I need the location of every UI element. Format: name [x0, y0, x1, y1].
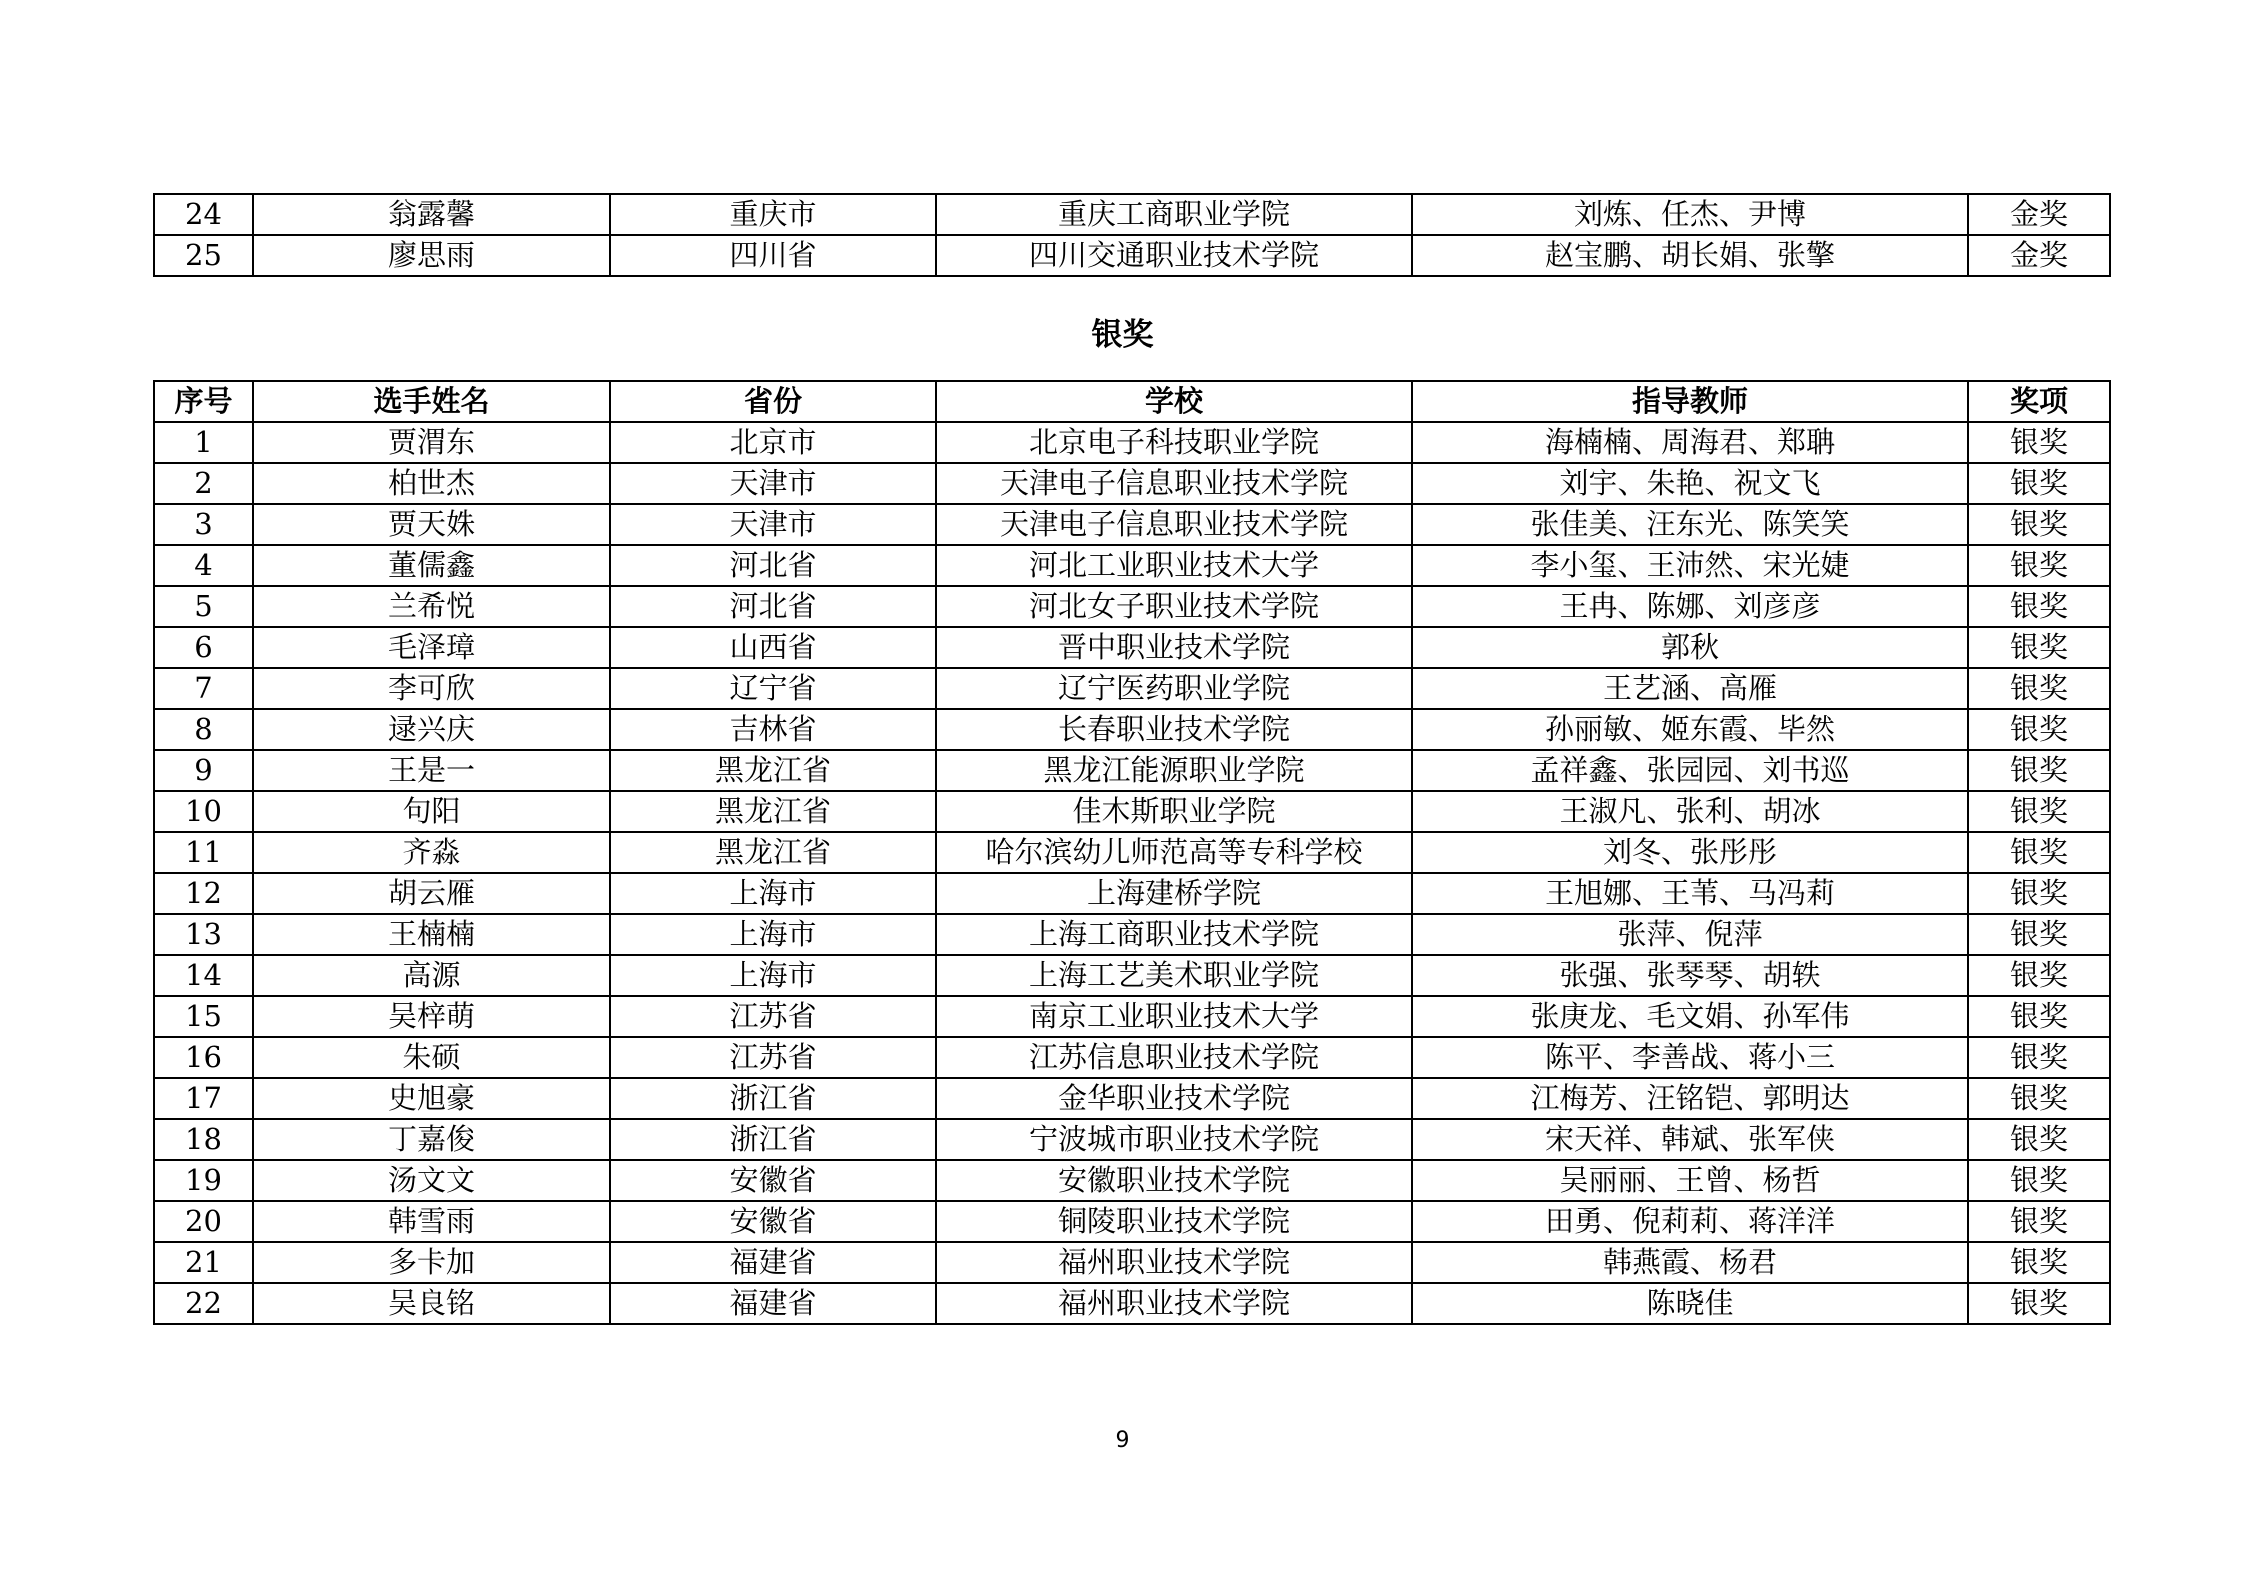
- table-row: [154, 668, 2110, 709]
- cell-province: 上海市: [610, 955, 936, 996]
- cell-province: 安徽省: [610, 1160, 936, 1201]
- cell-province: 重庆市: [610, 194, 936, 235]
- cell-school: 天津电子信息职业技术学院: [936, 463, 1412, 504]
- cell-award: 银奖: [1968, 873, 2110, 914]
- cell-teachers: 刘炼、任杰、尹博: [1412, 194, 1968, 235]
- cell-name: 贾天姝: [253, 504, 610, 545]
- silver-award-table: [153, 380, 2111, 1325]
- table-row: [154, 586, 2110, 627]
- cell-seq: 5: [154, 586, 253, 627]
- cell-name: 句阳: [253, 791, 610, 832]
- cell-province: 上海市: [610, 873, 936, 914]
- cell-school: 重庆工商职业学院: [936, 194, 1412, 235]
- cell-teachers: 陈平、李善战、蒋小三: [1412, 1037, 1968, 1078]
- cell-teachers: 吴丽丽、王曾、杨哲: [1412, 1160, 1968, 1201]
- table-row: [154, 545, 2110, 586]
- cell-seq: 12: [154, 873, 253, 914]
- cell-province: 福建省: [610, 1242, 936, 1283]
- cell-seq: 13: [154, 914, 253, 955]
- cell-name: 韩雪雨: [253, 1201, 610, 1242]
- cell-teachers: 张庚龙、毛文娟、孙军伟: [1412, 996, 1968, 1037]
- cell-seq: 24: [154, 194, 253, 235]
- cell-name: 齐淼: [253, 832, 610, 873]
- cell-name: 王楠楠: [253, 914, 610, 955]
- cell-seq: 6: [154, 627, 253, 668]
- cell-award: 银奖: [1968, 504, 2110, 545]
- cell-seq: 20: [154, 1201, 253, 1242]
- cell-school: 长春职业技术学院: [936, 709, 1412, 750]
- header-name: 选手姓名: [253, 381, 610, 422]
- table-row: [154, 914, 2110, 955]
- cell-teachers: 刘冬、张彤彤: [1412, 832, 1968, 873]
- cell-award: 银奖: [1968, 627, 2110, 668]
- cell-teachers: 宋天祥、韩斌、张军侠: [1412, 1119, 1968, 1160]
- cell-school: 金华职业技术学院: [936, 1078, 1412, 1119]
- cell-teachers: 海楠楠、周海君、郑聃: [1412, 422, 1968, 463]
- cell-award: 银奖: [1968, 996, 2110, 1037]
- cell-seq: 2: [154, 463, 253, 504]
- cell-province: 江苏省: [610, 996, 936, 1037]
- cell-seq: 9: [154, 750, 253, 791]
- cell-school: 天津电子信息职业技术学院: [936, 504, 1412, 545]
- cell-award: 金奖: [1968, 194, 2110, 235]
- table-row: [154, 463, 2110, 504]
- cell-award: 银奖: [1968, 1201, 2110, 1242]
- page-number: 9: [1115, 1428, 1130, 1453]
- cell-award: 银奖: [1968, 1078, 2110, 1119]
- table-row: [154, 422, 2110, 463]
- cell-school: 上海建桥学院: [936, 873, 1412, 914]
- cell-name: 贾渭东: [253, 422, 610, 463]
- cell-seq: 18: [154, 1119, 253, 1160]
- cell-seq: 17: [154, 1078, 253, 1119]
- cell-teachers: 李小玺、王沛然、宋光婕: [1412, 545, 1968, 586]
- cell-school: 上海工商职业技术学院: [936, 914, 1412, 955]
- cell-school: 上海工艺美术职业学院: [936, 955, 1412, 996]
- cell-seq: 11: [154, 832, 253, 873]
- cell-name: 逯兴庆: [253, 709, 610, 750]
- cell-school: 佳木斯职业学院: [936, 791, 1412, 832]
- cell-seq: 3: [154, 504, 253, 545]
- cell-award: 银奖: [1968, 750, 2110, 791]
- table-row: [154, 1201, 2110, 1242]
- cell-award: 银奖: [1968, 1037, 2110, 1078]
- table-row: [154, 1283, 2110, 1324]
- cell-school: 河北工业职业技术大学: [936, 545, 1412, 586]
- cell-award: 银奖: [1968, 791, 2110, 832]
- cell-award: 银奖: [1968, 709, 2110, 750]
- cell-school: 辽宁医药职业学院: [936, 668, 1412, 709]
- cell-school: 河北女子职业技术学院: [936, 586, 1412, 627]
- cell-name: 兰希悦: [253, 586, 610, 627]
- table-row: [154, 791, 2110, 832]
- cell-seq: 14: [154, 955, 253, 996]
- cell-province: 吉林省: [610, 709, 936, 750]
- cell-name: 王是一: [253, 750, 610, 791]
- table-row: [154, 955, 2110, 996]
- cell-teachers: 孙丽敏、姬东霞、毕然: [1412, 709, 1968, 750]
- cell-school: 北京电子科技职业学院: [936, 422, 1412, 463]
- cell-school: 安徽职业技术学院: [936, 1160, 1412, 1201]
- gold-table-body: [154, 194, 2110, 276]
- cell-teachers: 王艺涵、高雁: [1412, 668, 1968, 709]
- cell-award: 银奖: [1968, 1119, 2110, 1160]
- cell-award: 银奖: [1968, 463, 2110, 504]
- cell-award: 银奖: [1968, 668, 2110, 709]
- cell-school: 福州职业技术学院: [936, 1242, 1412, 1283]
- cell-province: 天津市: [610, 504, 936, 545]
- cell-province: 浙江省: [610, 1119, 936, 1160]
- cell-province: 黑龙江省: [610, 750, 936, 791]
- cell-school: 江苏信息职业技术学院: [936, 1037, 1412, 1078]
- cell-name: 吴梓萌: [253, 996, 610, 1037]
- cell-teachers: 刘宇、朱艳、祝文飞: [1412, 463, 1968, 504]
- cell-school: 铜陵职业技术学院: [936, 1201, 1412, 1242]
- cell-school: 福州职业技术学院: [936, 1283, 1412, 1324]
- header-award: 奖项: [1968, 381, 2110, 422]
- cell-teachers: 陈晓佳: [1412, 1283, 1968, 1324]
- table-row: [154, 1119, 2110, 1160]
- cell-seq: 1: [154, 422, 253, 463]
- cell-award: 金奖: [1968, 235, 2110, 276]
- cell-school: 宁波城市职业技术学院: [936, 1119, 1412, 1160]
- header-province: 省份: [610, 381, 936, 422]
- cell-seq: 22: [154, 1283, 253, 1324]
- cell-province: 北京市: [610, 422, 936, 463]
- cell-name: 高源: [253, 955, 610, 996]
- cell-province: 四川省: [610, 235, 936, 276]
- cell-teachers: 张萍、倪萍: [1412, 914, 1968, 955]
- table-row: [154, 709, 2110, 750]
- cell-school: 南京工业职业技术大学: [936, 996, 1412, 1037]
- cell-award: 银奖: [1968, 955, 2110, 996]
- cell-award: 银奖: [1968, 1242, 2110, 1283]
- cell-award: 银奖: [1968, 1283, 2110, 1324]
- cell-province: 黑龙江省: [610, 791, 936, 832]
- cell-province: 黑龙江省: [610, 832, 936, 873]
- header-seq: 序号: [154, 381, 253, 422]
- cell-teachers: 王冉、陈娜、刘彦彦: [1412, 586, 1968, 627]
- table-row: [154, 627, 2110, 668]
- header-school: 学校: [936, 381, 1412, 422]
- table-row: [154, 1078, 2110, 1119]
- cell-province: 辽宁省: [610, 668, 936, 709]
- cell-seq: 16: [154, 1037, 253, 1078]
- cell-award: 银奖: [1968, 586, 2110, 627]
- cell-teachers: 赵宝鹏、胡长娟、张擎: [1412, 235, 1968, 276]
- cell-award: 银奖: [1968, 545, 2110, 586]
- table-row: [154, 235, 2110, 276]
- cell-teachers: 王旭娜、王苇、马冯莉: [1412, 873, 1968, 914]
- cell-teachers: 郭秋: [1412, 627, 1968, 668]
- cell-province: 福建省: [610, 1283, 936, 1324]
- cell-seq: 25: [154, 235, 253, 276]
- cell-teachers: 韩燕霞、杨君: [1412, 1242, 1968, 1283]
- cell-teachers: 江梅芳、汪铭铠、郭明达: [1412, 1078, 1968, 1119]
- header-teachers: 指导教师: [1412, 381, 1968, 422]
- cell-seq: 10: [154, 791, 253, 832]
- cell-seq: 7: [154, 668, 253, 709]
- cell-award: 银奖: [1968, 832, 2110, 873]
- cell-seq: 19: [154, 1160, 253, 1201]
- cell-school: 哈尔滨幼儿师范高等专科学校: [936, 832, 1412, 873]
- cell-award: 银奖: [1968, 914, 2110, 955]
- table-row: [154, 996, 2110, 1037]
- table-row: [154, 194, 2110, 235]
- cell-seq: 8: [154, 709, 253, 750]
- cell-province: 山西省: [610, 627, 936, 668]
- table-row: [154, 873, 2110, 914]
- table-row: [154, 750, 2110, 791]
- cell-seq: 4: [154, 545, 253, 586]
- cell-name: 朱硕: [253, 1037, 610, 1078]
- cell-award: 银奖: [1968, 422, 2110, 463]
- cell-teachers: 张强、张琴琴、胡轶: [1412, 955, 1968, 996]
- cell-name: 翁露馨: [253, 194, 610, 235]
- cell-province: 浙江省: [610, 1078, 936, 1119]
- cell-award: 银奖: [1968, 1160, 2110, 1201]
- cell-name: 汤文文: [253, 1160, 610, 1201]
- cell-name: 毛泽璋: [253, 627, 610, 668]
- cell-province: 河北省: [610, 586, 936, 627]
- cell-school: 黑龙江能源职业学院: [936, 750, 1412, 791]
- table-row: [154, 1242, 2110, 1283]
- cell-province: 河北省: [610, 545, 936, 586]
- cell-province: 江苏省: [610, 1037, 936, 1078]
- cell-name: 董儒鑫: [253, 545, 610, 586]
- silver-table-body: [154, 422, 2110, 1324]
- section-title-silver: 银奖: [1091, 317, 1154, 353]
- cell-school: 晋中职业技术学院: [936, 627, 1412, 668]
- table-row: [154, 1160, 2110, 1201]
- table-row: [154, 832, 2110, 873]
- cell-name: 廖思雨: [253, 235, 610, 276]
- cell-name: 多卡加: [253, 1242, 610, 1283]
- cell-province: 上海市: [610, 914, 936, 955]
- cell-name: 丁嘉俊: [253, 1119, 610, 1160]
- cell-teachers: 孟祥鑫、张园园、刘书巡: [1412, 750, 1968, 791]
- table-row: [154, 1037, 2110, 1078]
- cell-name: 李可欣: [253, 668, 610, 709]
- cell-name: 史旭豪: [253, 1078, 610, 1119]
- cell-name: 胡云雁: [253, 873, 610, 914]
- cell-teachers: 王淑凡、张利、胡冰: [1412, 791, 1968, 832]
- cell-name: 吴良铭: [253, 1283, 610, 1324]
- cell-teachers: 田勇、倪莉莉、蒋洋洋: [1412, 1201, 1968, 1242]
- cell-seq: 21: [154, 1242, 253, 1283]
- gold-award-table: [153, 193, 2111, 277]
- cell-province: 安徽省: [610, 1201, 936, 1242]
- cell-school: 四川交通职业技术学院: [936, 235, 1412, 276]
- cell-name: 柏世杰: [253, 463, 610, 504]
- cell-teachers: 张佳美、汪东光、陈笑笑: [1412, 504, 1968, 545]
- cell-seq: 15: [154, 996, 253, 1037]
- table-header-row: [154, 381, 2110, 422]
- table-row: [154, 504, 2110, 545]
- cell-province: 天津市: [610, 463, 936, 504]
